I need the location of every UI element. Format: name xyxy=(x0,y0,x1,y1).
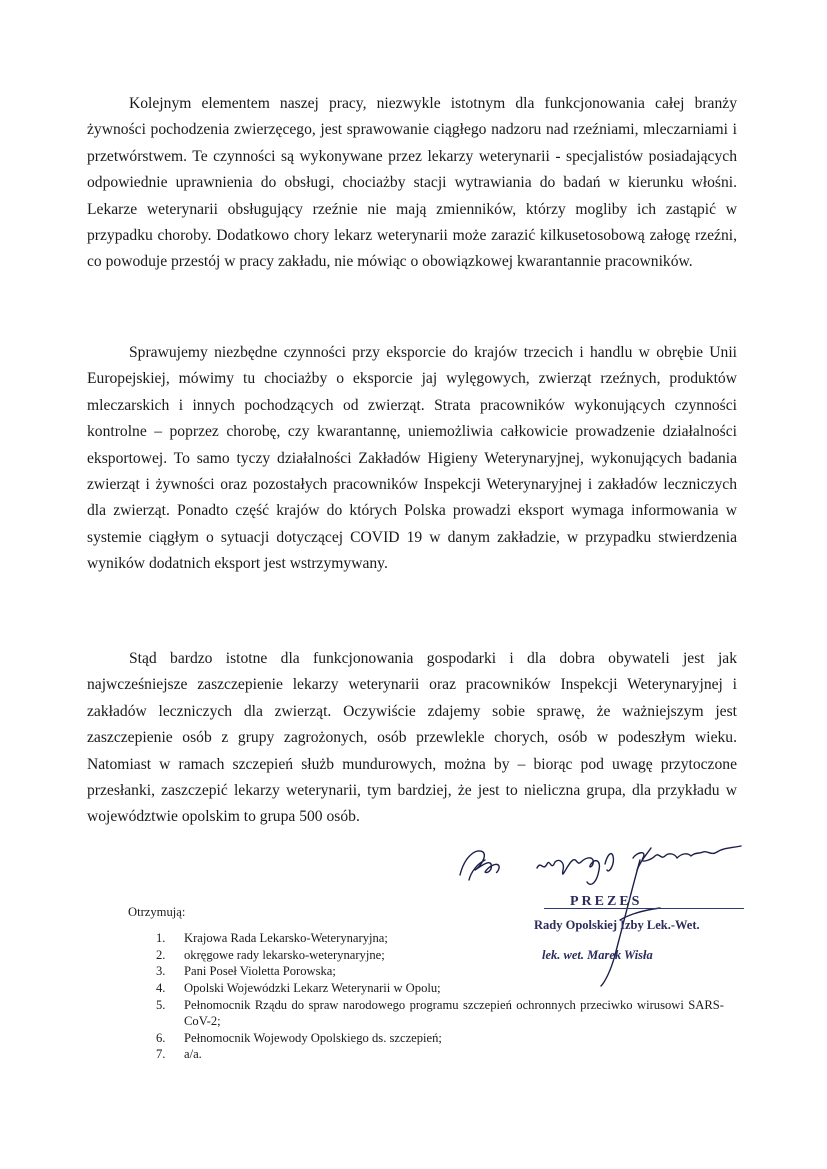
stamp-name: lek. wet. Marek Wisła xyxy=(542,948,653,962)
list-text: a/a. xyxy=(184,1047,202,1062)
list-item xyxy=(128,930,724,946)
recipients-section xyxy=(128,905,724,1063)
list-item xyxy=(128,963,724,979)
recipients-title: Otrzymują: xyxy=(128,905,186,919)
paragraph-2: Sprawujemy niezbędne czynności przy eksporcie do krajów trzecich i handlu w obrębie Unii Europejskiej, mówimy tu chociażby o eksporcie jaj wylęgowych, zwierząt rzeźnych, produktów mleczarskich i innych pochodzących od zwierząt. Strata pracowników wykonujących czynności kontrolne – poprzez chorobę, czy kwarantannę, uniemożliwia całkowicie prowadzenie działalności eksportowej. To samo tyczy działalności Zakładów Higieny Weterynaryjnej, wykonujących badania zwierząt i żywności oraz pozostałych pracowników Inspekcji Weterynaryjnej i zakładów leczniczych dla zwierząt. Ponadto część krajów do których Polska prowadzi eksport wymaga informowania w systemie ciągłym o sytuacji dotyczącej COVID 19 w danym zakładzie, w przypadku stwierdzenia wyników dodatnich eksport jest wstrzymywany. xyxy=(87,344,737,573)
list-item xyxy=(128,997,724,1029)
paragraph-3: Stąd bardzo istotne dla funkcjonowania gospodarki i dla dobra obywateli jest jak najwcześniejsze zaszczepienie lekarzy weterynarii oraz pracowników Inspekcji Weterynaryjnej i zakładów leczniczych dla zwierząt. Oczywiście zdajemy sobie sprawę, że ważniejszym jest zaszczepienie osób z grupy zagrożonych, osób przewlekle chorych, osób w podeszłym wieku. Natomiast w ramach szczepień służb mundurowych, można by – biorąc pod uwagę przytoczone przesłanki, zaszczepić lekarzy weterynarii, tym bardziej, że jest to nieliczna grupa, dla przykładu w województwie opolskim to grupa 500 osób. xyxy=(87,650,737,826)
list-number: 2. xyxy=(156,947,166,962)
list-text: Pani Poseł Violetta Porowska; xyxy=(184,964,336,979)
list-item xyxy=(128,980,724,996)
list-number: 7. xyxy=(156,1047,166,1062)
list-item xyxy=(128,1046,724,1062)
list-number: 1. xyxy=(156,931,166,945)
list-item xyxy=(128,947,724,963)
paragraph-1: Kolejnym elementem naszej pracy, niezwykle istotnym dla funkcjonowania całej branży żywności pochodzenia zwierzęcego, jest sprawowanie ciągłego nadzoru nad rzeźniami, mleczarniami i przetwórstwem. Te czynności są wykonywane przez lekarzy weterynarii - specjalistów posiadających odpowiednie uprawnienia do obsługi, chociażby stacji wytrawiania do badań w kierunku włośni. Lekarze weterynarii obsługujący rzeźnie nie mają zmienników, którzy mogliby ich zastąpić w przypadku choroby. Dodatkowo chory lekarz weterynarii może zarazić kilkusetosobową załogę rzeźni, co powoduje przestój w pracy zakładu, nie mówiąc o obowiązkowej kwarantannie pracowników. xyxy=(87,95,737,271)
list-number: 5. xyxy=(156,997,166,1012)
list-text: Krajowa Rada Lekarsko-Weterynaryjna; xyxy=(184,931,388,945)
stamp-title: PREZES xyxy=(570,894,643,909)
recipients-list xyxy=(128,930,724,1063)
stamp-organization: Rady Opolskiej Izby Lek.-Wet. xyxy=(534,918,700,932)
list-item xyxy=(128,1030,724,1046)
list-number: 6. xyxy=(156,1030,166,1045)
list-text: Pełnomocnik Rządu do spraw narodowego programu szczepień ochronnych przeciwko wirusowi SARS-CoV-2; xyxy=(184,997,724,1029)
list-number: 3. xyxy=(156,964,166,979)
list-text: okręgowe rady lekarsko-weterynaryjne; xyxy=(184,947,385,962)
list-text: Pełnomocnik Wojewody Opolskiego ds. szczepień; xyxy=(184,1030,442,1045)
list-number: 4. xyxy=(156,981,166,996)
list-text: Opolski Wojewódzki Lekarz Weterynarii w Opolu; xyxy=(184,981,441,996)
